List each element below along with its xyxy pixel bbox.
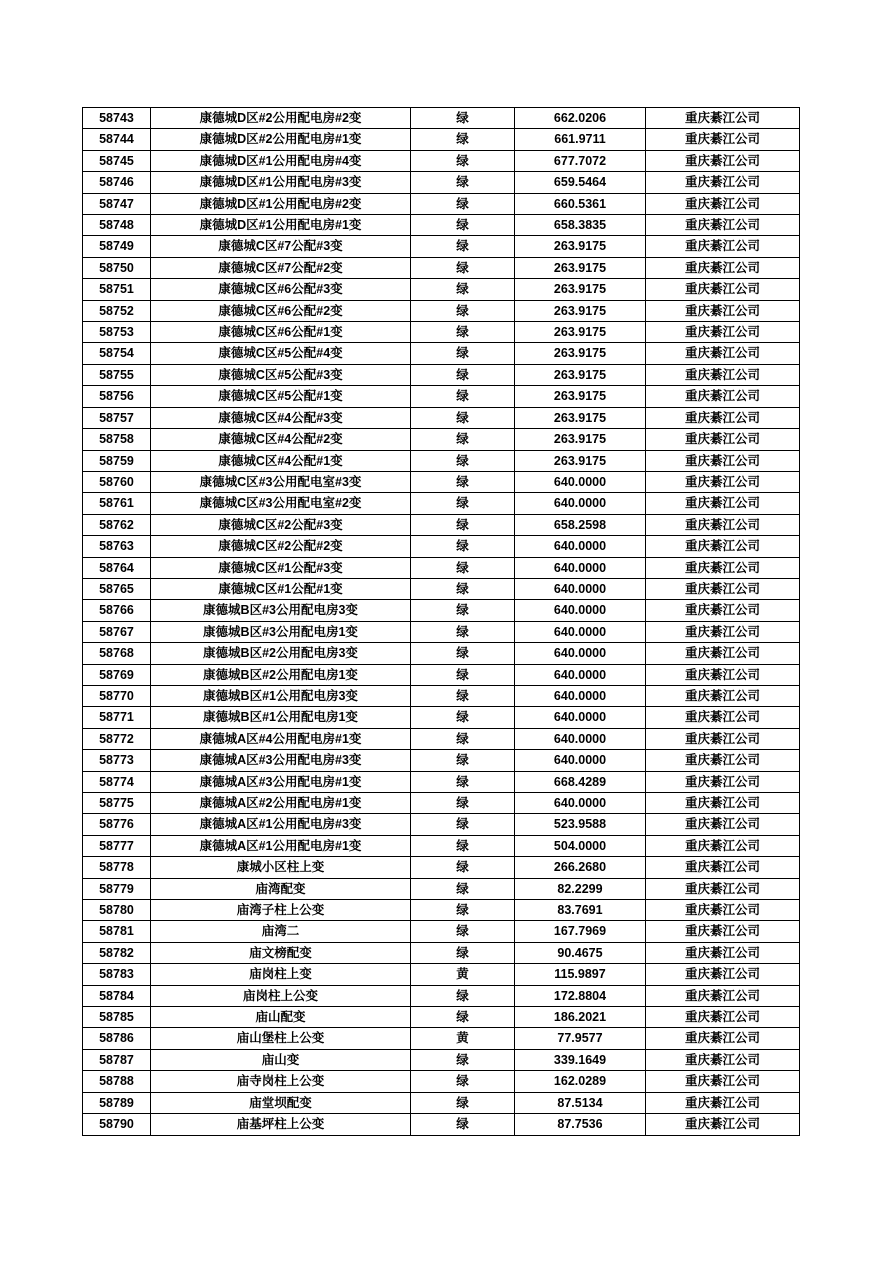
- table-row: [83, 900, 800, 921]
- cell-status: 绿: [411, 750, 515, 771]
- cell-name: 庙文榜配变: [151, 942, 411, 963]
- cell-id: 58771: [83, 707, 151, 728]
- cell-id: 58776: [83, 814, 151, 835]
- cell-status: 绿: [411, 1114, 515, 1135]
- table-row: [83, 536, 800, 557]
- cell-name: 康城小区柱上变: [151, 857, 411, 878]
- cell-id: 58773: [83, 750, 151, 771]
- cell-value: 640.0000: [515, 493, 646, 514]
- cell-value: 662.0206: [515, 108, 646, 129]
- cell-name: 康德城D区#1公用配电房#1变: [151, 215, 411, 236]
- cell-value: 660.5361: [515, 193, 646, 214]
- cell-value: 263.9175: [515, 236, 646, 257]
- cell-company: 重庆綦江公司: [646, 429, 800, 450]
- table-row: [83, 857, 800, 878]
- cell-value: 640.0000: [515, 578, 646, 599]
- cell-id: 58775: [83, 793, 151, 814]
- cell-value: 640.0000: [515, 600, 646, 621]
- cell-company: 重庆綦江公司: [646, 771, 800, 792]
- table-row: [83, 707, 800, 728]
- cell-name: 康德城C区#5公配#4变: [151, 343, 411, 364]
- cell-name: 康德城A区#3公用配电房#1变: [151, 771, 411, 792]
- cell-name: 康德城A区#3公用配电房#3变: [151, 750, 411, 771]
- cell-name: 康德城C区#1公配#3变: [151, 557, 411, 578]
- table-row: [83, 129, 800, 150]
- table-row: [83, 878, 800, 899]
- cell-id: 58745: [83, 150, 151, 171]
- cell-value: 263.9175: [515, 386, 646, 407]
- cell-company: 重庆綦江公司: [646, 257, 800, 278]
- cell-value: 263.9175: [515, 257, 646, 278]
- cell-value: 90.4675: [515, 942, 646, 963]
- cell-company: 重庆綦江公司: [646, 985, 800, 1006]
- table-row: [83, 279, 800, 300]
- cell-value: 640.0000: [515, 750, 646, 771]
- cell-name: 庙湾二: [151, 921, 411, 942]
- cell-name: 康德城D区#2公用配电房#1变: [151, 129, 411, 150]
- cell-value: 677.7072: [515, 150, 646, 171]
- cell-status: 绿: [411, 1007, 515, 1028]
- cell-status: 绿: [411, 493, 515, 514]
- cell-value: 263.9175: [515, 364, 646, 385]
- cell-name: 庙山变: [151, 1049, 411, 1070]
- cell-status: 绿: [411, 921, 515, 942]
- cell-status: 绿: [411, 835, 515, 856]
- table-row: [83, 578, 800, 599]
- cell-id: 58774: [83, 771, 151, 792]
- cell-value: 83.7691: [515, 900, 646, 921]
- cell-id: 58781: [83, 921, 151, 942]
- cell-value: 266.2680: [515, 857, 646, 878]
- cell-company: 重庆綦江公司: [646, 857, 800, 878]
- cell-name: 庙山堡柱上公变: [151, 1028, 411, 1049]
- cell-status: 绿: [411, 407, 515, 428]
- cell-company: 重庆綦江公司: [646, 835, 800, 856]
- cell-company: 重庆綦江公司: [646, 129, 800, 150]
- cell-name: 康德城D区#1公用配电房#4变: [151, 150, 411, 171]
- cell-name: 康德城B区#2公用配电房1变: [151, 664, 411, 685]
- cell-status: 绿: [411, 664, 515, 685]
- cell-company: 重庆綦江公司: [646, 793, 800, 814]
- cell-value: 523.9588: [515, 814, 646, 835]
- cell-status: 绿: [411, 793, 515, 814]
- table-row: [83, 1114, 800, 1135]
- cell-value: 263.9175: [515, 343, 646, 364]
- cell-company: 重庆綦江公司: [646, 386, 800, 407]
- cell-company: 重庆綦江公司: [646, 236, 800, 257]
- cell-status: 绿: [411, 386, 515, 407]
- table-row: [83, 215, 800, 236]
- table-row: [83, 1049, 800, 1070]
- cell-name: 康德城C区#4公配#3变: [151, 407, 411, 428]
- cell-id: 58750: [83, 257, 151, 278]
- cell-id: 58746: [83, 172, 151, 193]
- cell-name: 庙寺岗柱上公变: [151, 1071, 411, 1092]
- cell-id: 58747: [83, 193, 151, 214]
- cell-id: 58744: [83, 129, 151, 150]
- table-row: [83, 1071, 800, 1092]
- cell-id: 58772: [83, 728, 151, 749]
- cell-status: 绿: [411, 514, 515, 535]
- cell-name: 康德城D区#1公用配电房#2变: [151, 193, 411, 214]
- cell-value: 659.5464: [515, 172, 646, 193]
- cell-name: 康德城C区#6公配#3变: [151, 279, 411, 300]
- cell-id: 58761: [83, 493, 151, 514]
- cell-id: 58788: [83, 1071, 151, 1092]
- cell-name: 康德城C区#1公配#1变: [151, 578, 411, 599]
- cell-status: 绿: [411, 621, 515, 642]
- cell-id: 58763: [83, 536, 151, 557]
- table-row: [83, 150, 800, 171]
- cell-name: 庙基坪柱上公变: [151, 1114, 411, 1135]
- cell-name: 康德城B区#3公用配电房1变: [151, 621, 411, 642]
- table-row: [83, 750, 800, 771]
- cell-company: 重庆綦江公司: [646, 300, 800, 321]
- table-row: [83, 793, 800, 814]
- cell-company: 重庆綦江公司: [646, 621, 800, 642]
- cell-value: 263.9175: [515, 279, 646, 300]
- cell-company: 重庆綦江公司: [646, 536, 800, 557]
- cell-name: 庙山配变: [151, 1007, 411, 1028]
- table-row: [83, 450, 800, 471]
- cell-name: 康德城C区#6公配#2变: [151, 300, 411, 321]
- cell-status: 绿: [411, 1092, 515, 1113]
- table-row: [83, 257, 800, 278]
- cell-name: 康德城C区#3公用配电室#2变: [151, 493, 411, 514]
- table-row: [83, 942, 800, 963]
- cell-id: 58786: [83, 1028, 151, 1049]
- cell-status: 绿: [411, 1071, 515, 1092]
- cell-company: 重庆綦江公司: [646, 215, 800, 236]
- cell-company: 重庆綦江公司: [646, 1092, 800, 1113]
- cell-company: 重庆綦江公司: [646, 942, 800, 963]
- cell-status: 绿: [411, 300, 515, 321]
- cell-company: 重庆綦江公司: [646, 750, 800, 771]
- cell-value: 640.0000: [515, 471, 646, 492]
- cell-id: 58779: [83, 878, 151, 899]
- cell-id: 58753: [83, 322, 151, 343]
- cell-id: 58757: [83, 407, 151, 428]
- cell-company: 重庆綦江公司: [646, 664, 800, 685]
- cell-company: 重庆綦江公司: [646, 685, 800, 706]
- table-row: [83, 236, 800, 257]
- cell-company: 重庆綦江公司: [646, 407, 800, 428]
- cell-name: 康德城C区#7公配#3变: [151, 236, 411, 257]
- table-row: [83, 771, 800, 792]
- cell-name: 庙岗柱上公变: [151, 985, 411, 1006]
- cell-status: 绿: [411, 536, 515, 557]
- cell-value: 172.8804: [515, 985, 646, 1006]
- cell-company: 重庆綦江公司: [646, 1028, 800, 1049]
- table-row: [83, 664, 800, 685]
- cell-name: 康德城C区#7公配#2变: [151, 257, 411, 278]
- table-row: [83, 1028, 800, 1049]
- cell-status: 绿: [411, 643, 515, 664]
- cell-id: 58764: [83, 557, 151, 578]
- table-row: [83, 429, 800, 450]
- table-body: [83, 108, 800, 1136]
- cell-status: 绿: [411, 985, 515, 1006]
- cell-status: 绿: [411, 129, 515, 150]
- cell-company: 重庆綦江公司: [646, 279, 800, 300]
- cell-name: 康德城B区#1公用配电房1变: [151, 707, 411, 728]
- table-row: [83, 621, 800, 642]
- table-row: [83, 1007, 800, 1028]
- records-table: [82, 107, 800, 1136]
- cell-name: 庙岗柱上变: [151, 964, 411, 985]
- cell-value: 640.0000: [515, 707, 646, 728]
- cell-id: 58759: [83, 450, 151, 471]
- table-row: [83, 493, 800, 514]
- cell-value: 640.0000: [515, 793, 646, 814]
- cell-name: 康德城B区#2公用配电房3变: [151, 643, 411, 664]
- cell-value: 640.0000: [515, 557, 646, 578]
- cell-status: 绿: [411, 900, 515, 921]
- table-row: [83, 300, 800, 321]
- table-row: [83, 514, 800, 535]
- cell-value: 640.0000: [515, 664, 646, 685]
- cell-name: 康德城B区#3公用配电房3变: [151, 600, 411, 621]
- cell-name: 康德城C区#4公配#1变: [151, 450, 411, 471]
- cell-name: 康德城D区#1公用配电房#3变: [151, 172, 411, 193]
- cell-name: 康德城A区#1公用配电房#1变: [151, 835, 411, 856]
- table-row: [83, 728, 800, 749]
- cell-id: 58762: [83, 514, 151, 535]
- cell-company: 重庆綦江公司: [646, 514, 800, 535]
- table-row: [83, 814, 800, 835]
- cell-company: 重庆綦江公司: [646, 343, 800, 364]
- table-row: [83, 108, 800, 129]
- cell-company: 重庆綦江公司: [646, 814, 800, 835]
- cell-id: 58777: [83, 835, 151, 856]
- cell-name: 康德城C区#5公配#3变: [151, 364, 411, 385]
- cell-id: 58755: [83, 364, 151, 385]
- table-row: [83, 921, 800, 942]
- cell-id: 58748: [83, 215, 151, 236]
- cell-id: 58768: [83, 643, 151, 664]
- cell-company: 重庆綦江公司: [646, 600, 800, 621]
- cell-id: 58789: [83, 1092, 151, 1113]
- cell-value: 668.4289: [515, 771, 646, 792]
- cell-company: 重庆綦江公司: [646, 322, 800, 343]
- cell-value: 640.0000: [515, 728, 646, 749]
- cell-status: 绿: [411, 857, 515, 878]
- cell-company: 重庆綦江公司: [646, 1114, 800, 1135]
- cell-status: 绿: [411, 557, 515, 578]
- cell-value: 658.3835: [515, 215, 646, 236]
- cell-status: 绿: [411, 150, 515, 171]
- cell-id: 58766: [83, 600, 151, 621]
- cell-status: 绿: [411, 771, 515, 792]
- cell-name: 康德城C区#2公配#2变: [151, 536, 411, 557]
- cell-name: 康德城C区#5公配#1变: [151, 386, 411, 407]
- cell-status: 绿: [411, 578, 515, 599]
- cell-status: 绿: [411, 878, 515, 899]
- cell-company: 重庆綦江公司: [646, 1049, 800, 1070]
- cell-value: 504.0000: [515, 835, 646, 856]
- cell-status: 绿: [411, 257, 515, 278]
- cell-id: 58760: [83, 471, 151, 492]
- cell-id: 58758: [83, 429, 151, 450]
- cell-status: 绿: [411, 814, 515, 835]
- cell-value: 263.9175: [515, 407, 646, 428]
- cell-status: 绿: [411, 215, 515, 236]
- cell-value: 87.7536: [515, 1114, 646, 1135]
- cell-name: 康德城C区#3公用配电室#3变: [151, 471, 411, 492]
- cell-name: 康德城C区#6公配#1变: [151, 322, 411, 343]
- cell-id: 58756: [83, 386, 151, 407]
- cell-id: 58749: [83, 236, 151, 257]
- cell-company: 重庆綦江公司: [646, 1071, 800, 1092]
- cell-company: 重庆綦江公司: [646, 172, 800, 193]
- cell-name: 康德城A区#1公用配电房#3变: [151, 814, 411, 835]
- cell-status: 绿: [411, 942, 515, 963]
- cell-name: 康德城A区#4公用配电房#1变: [151, 728, 411, 749]
- table-row: [83, 985, 800, 1006]
- cell-id: 58787: [83, 1049, 151, 1070]
- cell-id: 58752: [83, 300, 151, 321]
- cell-id: 58743: [83, 108, 151, 129]
- cell-id: 58785: [83, 1007, 151, 1028]
- cell-status: 绿: [411, 364, 515, 385]
- cell-status: 绿: [411, 685, 515, 706]
- cell-value: 658.2598: [515, 514, 646, 535]
- cell-value: 186.2021: [515, 1007, 646, 1028]
- cell-id: 58765: [83, 578, 151, 599]
- table-row: [83, 643, 800, 664]
- cell-id: 58754: [83, 343, 151, 364]
- cell-status: 绿: [411, 471, 515, 492]
- cell-name: 庙堂坝配变: [151, 1092, 411, 1113]
- cell-name: 康德城B区#1公用配电房3变: [151, 685, 411, 706]
- cell-company: 重庆綦江公司: [646, 1007, 800, 1028]
- cell-value: 115.9897: [515, 964, 646, 985]
- cell-id: 58780: [83, 900, 151, 921]
- table-row: [83, 835, 800, 856]
- cell-value: 77.9577: [515, 1028, 646, 1049]
- cell-status: 绿: [411, 429, 515, 450]
- cell-status: 绿: [411, 707, 515, 728]
- table-row: [83, 386, 800, 407]
- cell-value: 640.0000: [515, 643, 646, 664]
- cell-company: 重庆綦江公司: [646, 707, 800, 728]
- cell-name: 庙湾子柱上公变: [151, 900, 411, 921]
- table-row: [83, 557, 800, 578]
- table-row: [83, 964, 800, 985]
- cell-status: 黄: [411, 1028, 515, 1049]
- cell-value: 263.9175: [515, 450, 646, 471]
- cell-company: 重庆綦江公司: [646, 493, 800, 514]
- cell-id: 58784: [83, 985, 151, 1006]
- cell-status: 绿: [411, 172, 515, 193]
- cell-name: 庙湾配变: [151, 878, 411, 899]
- table-row: [83, 600, 800, 621]
- table-row: [83, 193, 800, 214]
- cell-company: 重庆綦江公司: [646, 471, 800, 492]
- cell-company: 重庆綦江公司: [646, 921, 800, 942]
- cell-status: 绿: [411, 343, 515, 364]
- cell-company: 重庆綦江公司: [646, 643, 800, 664]
- cell-id: 58751: [83, 279, 151, 300]
- table-row: [83, 322, 800, 343]
- cell-value: 162.0289: [515, 1071, 646, 1092]
- table-row: [83, 471, 800, 492]
- cell-status: 绿: [411, 279, 515, 300]
- cell-company: 重庆綦江公司: [646, 150, 800, 171]
- cell-id: 58769: [83, 664, 151, 685]
- cell-name: 康德城D区#2公用配电房#2变: [151, 108, 411, 129]
- cell-value: 82.2299: [515, 878, 646, 899]
- cell-value: 87.5134: [515, 1092, 646, 1113]
- table-row: [83, 1092, 800, 1113]
- cell-status: 绿: [411, 236, 515, 257]
- cell-status: 黄: [411, 964, 515, 985]
- cell-status: 绿: [411, 108, 515, 129]
- cell-id: 58783: [83, 964, 151, 985]
- cell-name: 康德城C区#4公配#2变: [151, 429, 411, 450]
- cell-value: 661.9711: [515, 129, 646, 150]
- cell-company: 重庆綦江公司: [646, 878, 800, 899]
- cell-id: 58778: [83, 857, 151, 878]
- table-row: [83, 364, 800, 385]
- table-row: [83, 407, 800, 428]
- cell-status: 绿: [411, 600, 515, 621]
- cell-company: 重庆綦江公司: [646, 193, 800, 214]
- cell-company: 重庆綦江公司: [646, 108, 800, 129]
- cell-value: 263.9175: [515, 300, 646, 321]
- cell-value: 339.1649: [515, 1049, 646, 1070]
- cell-company: 重庆綦江公司: [646, 557, 800, 578]
- cell-id: 58767: [83, 621, 151, 642]
- cell-company: 重庆綦江公司: [646, 578, 800, 599]
- cell-status: 绿: [411, 728, 515, 749]
- cell-company: 重庆綦江公司: [646, 964, 800, 985]
- cell-name: 康德城A区#2公用配电房#1变: [151, 793, 411, 814]
- cell-company: 重庆綦江公司: [646, 728, 800, 749]
- table-row: [83, 685, 800, 706]
- cell-id: 58790: [83, 1114, 151, 1135]
- cell-value: 640.0000: [515, 621, 646, 642]
- cell-value: 263.9175: [515, 322, 646, 343]
- cell-status: 绿: [411, 193, 515, 214]
- cell-company: 重庆綦江公司: [646, 450, 800, 471]
- table-row: [83, 172, 800, 193]
- cell-value: 640.0000: [515, 685, 646, 706]
- cell-status: 绿: [411, 322, 515, 343]
- cell-value: 263.9175: [515, 429, 646, 450]
- cell-id: 58782: [83, 942, 151, 963]
- cell-company: 重庆綦江公司: [646, 364, 800, 385]
- cell-name: 康德城C区#2公配#3变: [151, 514, 411, 535]
- cell-status: 绿: [411, 1049, 515, 1070]
- cell-id: 58770: [83, 685, 151, 706]
- table-row: [83, 343, 800, 364]
- cell-status: 绿: [411, 450, 515, 471]
- cell-value: 640.0000: [515, 536, 646, 557]
- cell-company: 重庆綦江公司: [646, 900, 800, 921]
- cell-value: 167.7969: [515, 921, 646, 942]
